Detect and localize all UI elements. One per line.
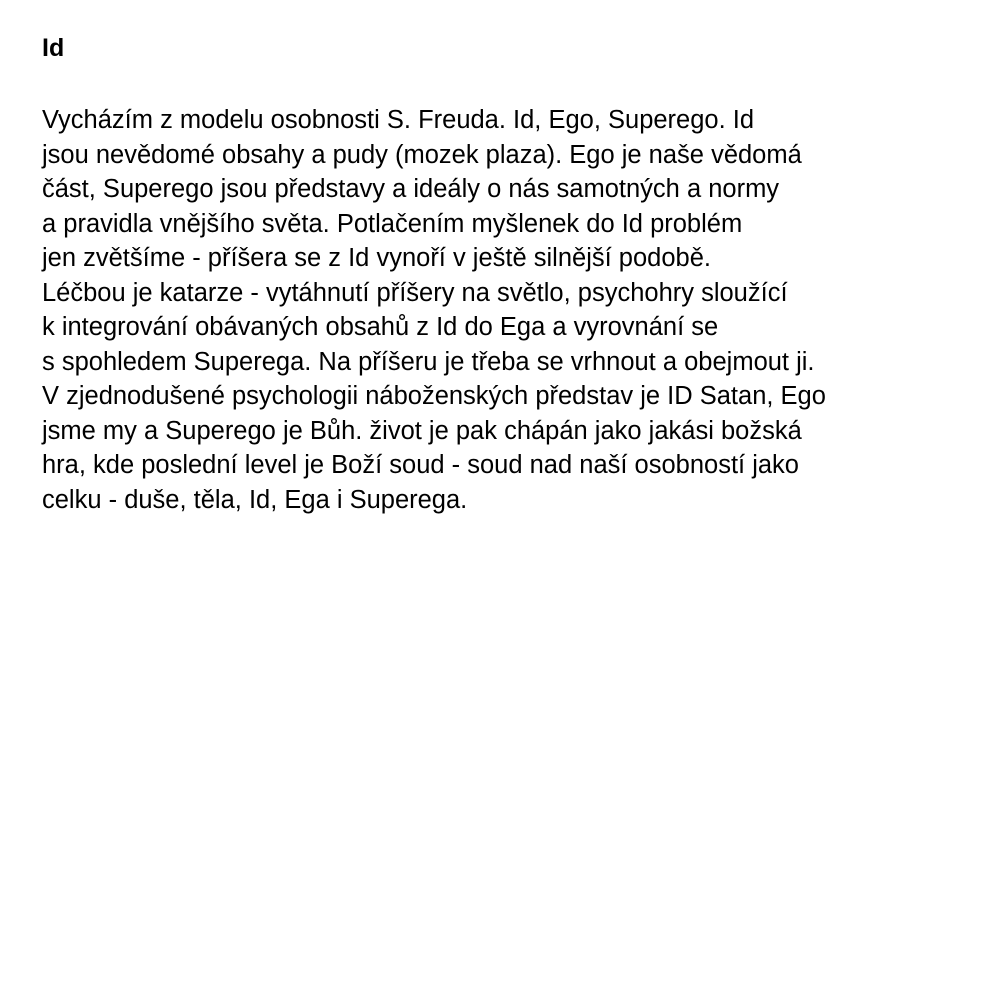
body-line: Léčbou je katarze - vytáhnutí příšery na světlo, psychohry sloužící	[42, 278, 788, 307]
body-line: V zjednodušené psychologii náboženských představ je ID Satan, Ego	[42, 382, 826, 410]
body-line: jsme my a Superego je Bůh. život je pak chápán jako jakási božská	[42, 416, 802, 445]
body-line: část, Superego jsou představy a ideály o nás samotných a normy	[42, 175, 780, 203]
document-title: Id	[42, 34, 65, 62]
body-line: a pravidla vnějšího světa. Potlačením myšlenek do Id problém	[42, 209, 743, 238]
body-line: hra, kde poslední level je Boží soud - soud nad naší osobností jako	[42, 451, 799, 479]
body-line: k integrování obávaných obsahů z Id do Ega a vyrovnání se	[42, 313, 719, 341]
body-line: jen zvětšíme - příšera se z Id vynoří v ještě silnější podobě.	[42, 244, 711, 272]
body-line: s spohledem Superega. Na příšeru je třeba se vrhnout a obejmout ji.	[42, 347, 815, 376]
document-body	[42, 103, 826, 517]
body-line: Vycházím z modelu osobnosti S. Freuda. Id, Ego, Superego. Id	[42, 106, 755, 134]
body-line: celku - duše, těla, Id, Ega i Superega.	[42, 485, 468, 514]
body-line: jsou nevědomé obsahy a pudy (mozek plaza). Ego je naše vědomá	[42, 140, 802, 169]
